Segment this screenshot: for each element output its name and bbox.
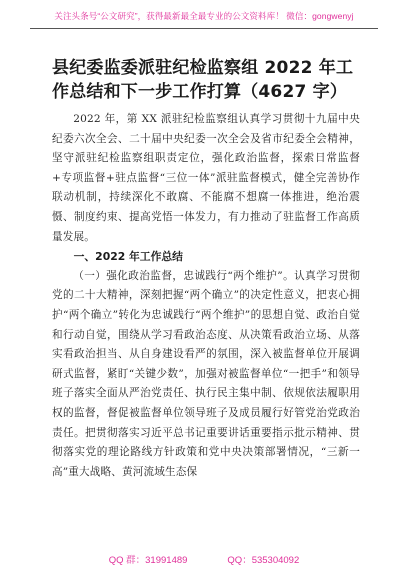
document-title: 县纪委监委派驻纪检监察组 2022 年工作总结和下一步工作打算（4627 字）: [52, 58, 354, 102]
section-heading: 一、2022 年工作总结: [73, 250, 183, 264]
promo-banner: 关注头条号“公文研究”，获得最新最全最专业的公文资料库！ 微信：gongwenyj: [54, 11, 354, 21]
intro-paragraph: 2022 年，第 XX 派驻纪检监察组认真学习贯彻十九届中央纪委六次全会、二十届中央纪委一次全会及省市纪委全会精神，坚守派驻纪检监察组职责定位，强化政治监督，探索日常监督+专项监督+驻点监督“三位一体”派驻监督模式，健全完善协作联动机制，持续深化不敢腐、不能腐不想腐一体推进，绝治震慑、制度约束、提高党悟一体发力，有力推动了驻监督工作高质量发展。: [52, 113, 360, 243]
section-paragraph: （一）强化政治监督，忠诚践行“两个维护”。认真学习贯彻党的二十大精神，深刻把握“两个确立”的决定性意义，把衷心拥护“两个确立”转化为忠诚践行“两个维护”的思想自觉、政治自觉和行动自觉，围绕从学习看政治态度、从决策看政治立场、从落实看政治担当、从自身建设看严的氛围，深入被监督单位开展调研式监督，紧盯“关键少数”，加强对被监督单位“一把手”和领导班子落实全面从严治党责任、执行民主集中制、依规依法履职用权的监督，督促被监督单位领导班子及成员履行好管党治党政治责任。把贯彻落实习近平总书记重要讲话重要指示批示精神、贯彻落实党的理论路线方针政策和党中央决策部署情况，“三新一高”重大战略、黄河流域生态保: [52, 269, 360, 478]
contact-footer: [0, 552, 408, 566]
qq-contact-text: QQ：535304092: [227, 555, 300, 566]
document-body: [52, 110, 360, 482]
qq-group-text: QQ 群：31991489: [108, 555, 188, 566]
header-divider: [30, 28, 378, 29]
